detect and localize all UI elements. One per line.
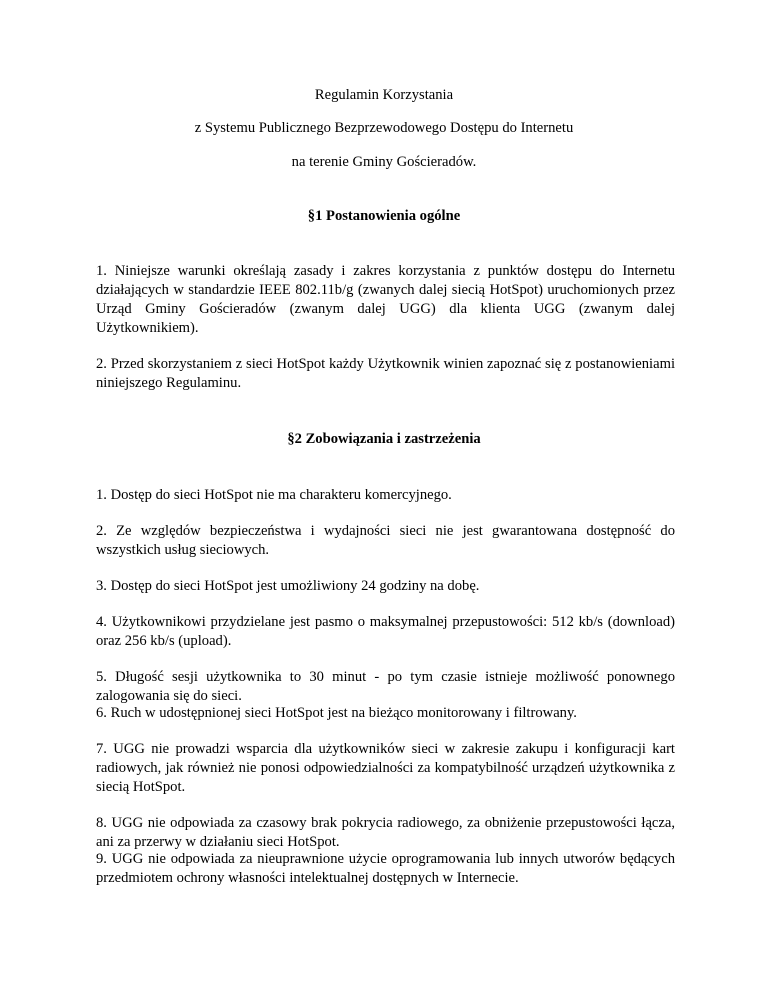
section-2-paragraph-8: 8. UGG nie odpowiada za czasowy brak pokrycia radiowego, za obniżenie przepustowości łącza, ani za przerwy w działaniu sieci HotSpot. <box>96 815 675 850</box>
section-2-paragraph-5: 5. Długość sesji użytkownika to 30 minut - po tym czasie istnieje możliwość ponownego zalogowania się do sieci. <box>96 669 675 704</box>
section-2-paragraph-3: 3. Dostęp do sieci HotSpot jest umożliwiony 24 godziny na dobę. <box>96 578 480 594</box>
section-2-heading: §2 Zobowiązania i zastrzeżenia <box>287 431 481 447</box>
section-2-paragraph-2: 2. Ze względów bezpieczeństwa i wydajności sieci nie jest gwarantowana dostępność do wszystkich usług sieciowych. <box>96 523 675 558</box>
section-2-paragraph-7: 7. UGG nie prowadzi wsparcia dla użytkowników sieci w zakresie zakupu i konfiguracji kart radiowych, jak również nie ponosi odpowiedzialności za kompatybilność urządzeń użytkownika z siecią HotSpot. <box>96 741 675 795</box>
section-2-paragraph-1: 1. Dostęp do sieci HotSpot nie ma charakteru komercyjnego. <box>96 487 452 503</box>
section-2-paragraph-6: 6. Ruch w udostępnionej sieci HotSpot jest na bieżąco monitorowany i filtrowany. <box>96 705 577 721</box>
section-1-paragraph-1: 1. Niniejsze warunki określają zasady i zakres korzystania z punktów dostępu do Internetu działających w standardzie IEEE 802.11b/g (zwanych dalej siecią HotSpot) uruchomionych przez Urząd Gminy Gościeradów (zwanym dalej UGG) dla klienta UGG (zwanym dalej Użytkownikiem). <box>96 263 675 336</box>
section-1-heading: §1 Postanowienia ogólne <box>307 208 461 224</box>
section-2-paragraph-4: 4. Użytkownikowi przydzielane jest pasmo o maksymalnej przepustowości: 512 kb/s (download) oraz 256 kb/s (upload). <box>96 614 675 649</box>
document-title-line-1: Regulamin Korzystania <box>314 87 454 103</box>
document-title-line-3: na terenie Gminy Gościeradów. <box>291 154 477 170</box>
section-1-paragraph-2: 2. Przed skorzystaniem z sieci HotSpot każdy Użytkownik winien zapoznać się z postanowieniami niniejszego Regulaminu. <box>96 356 675 391</box>
document-title-line-2: z Systemu Publicznego Bezprzewodowego Dostępu do Internetu <box>194 120 574 136</box>
section-2-paragraph-9: 9. UGG nie odpowiada za nieuprawnione użycie oprogramowania lub innych utworów będących przedmiotem ochrony własności intelektualnej dostępnych w Internecie. <box>96 851 675 886</box>
